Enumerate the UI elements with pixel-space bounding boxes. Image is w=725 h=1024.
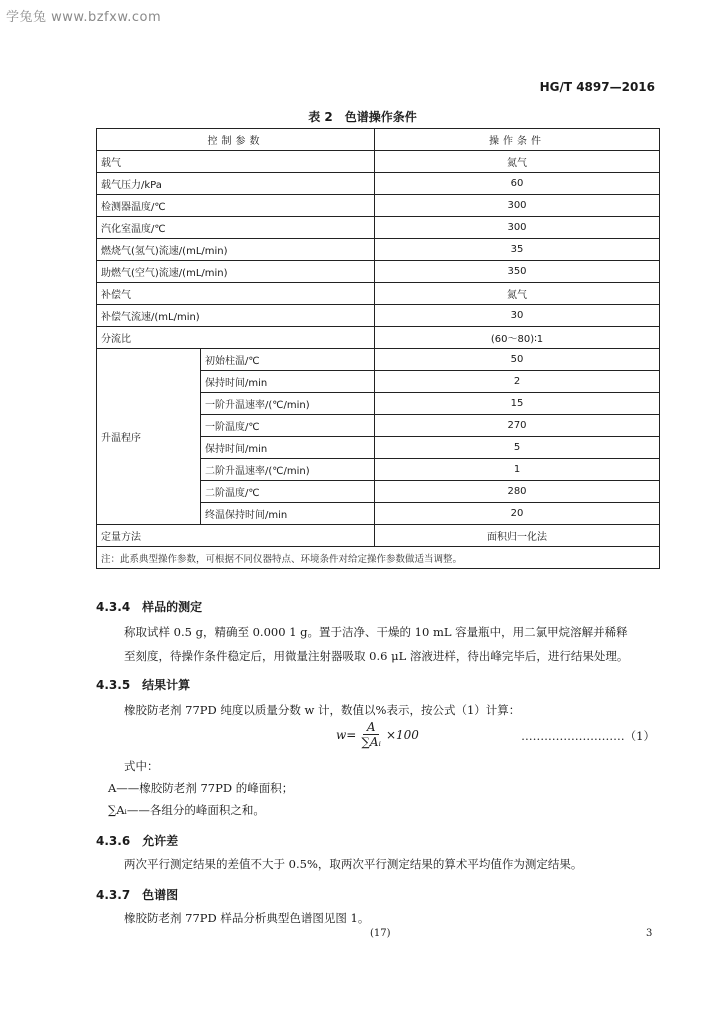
table-row	[97, 305, 660, 327]
formula-lhs: w=	[336, 727, 357, 742]
header-operating-conditions: 操作条件	[375, 129, 660, 151]
table-note-row	[97, 547, 660, 569]
paragraph: 两次平行测定结果的差值不大于 0.5%，取两次平行测定结果的算术平均值作为测定结果。	[124, 857, 583, 871]
param-cell: 二阶升温速率/(℃/min)	[201, 459, 375, 481]
definition: ∑Aᵢ——各组分的峰面积之和。	[108, 803, 265, 817]
section-heading-4-3-4: 4.3.4 样品的测定	[96, 600, 203, 614]
value-cell: 350	[375, 261, 660, 283]
table-row	[97, 217, 660, 239]
quant-method-value: 面积归一化法	[375, 525, 660, 547]
table-title: 表 2 色谱操作条件	[308, 110, 417, 124]
page-number: 3	[646, 928, 653, 939]
value-cell: 270	[375, 415, 660, 437]
value-cell: 50	[375, 349, 660, 371]
equation-number: ………………………（1）	[521, 729, 655, 743]
table-note: 注：此系典型操作参数，可根据不同仪器特点、环境条件对给定操作参数做适当调整。	[97, 547, 660, 569]
header-control-params: 控制参数	[97, 129, 375, 151]
fraction-denominator: ∑Aᵢ	[361, 735, 381, 749]
paragraph: 橡胶防老剂 77PD 样品分析典型色谱图见图 1。	[124, 911, 370, 925]
value-cell: 60	[375, 173, 660, 195]
operating-conditions-table	[96, 128, 660, 569]
param-cell: 保持时间/min	[201, 437, 375, 459]
fraction-numerator: A	[363, 720, 380, 735]
param-cell: 载气	[97, 151, 375, 173]
table-row	[97, 239, 660, 261]
param-cell: 补偿气流速/(mL/min)	[97, 305, 375, 327]
param-cell: 助燃气(空气)流速/(mL/min)	[97, 261, 375, 283]
value-cell: 35	[375, 239, 660, 261]
param-cell: 二阶温度/℃	[201, 481, 375, 503]
param-cell: 补偿气	[97, 283, 375, 305]
value-cell: (60～80)∶1	[375, 327, 660, 349]
table-header-row	[97, 129, 660, 151]
section-heading-4-3-6: 4.3.6 允许差	[96, 834, 179, 848]
watermark: 学兔兔 www.bzfxw.com	[6, 10, 162, 25]
value-cell: 5	[375, 437, 660, 459]
text-line: 称取试样 0.5 g，精确至 0.000 1 g。置于洁净、干燥的 10 mL 容量瓶中，用二氯甲烷溶解并稀释	[124, 625, 628, 639]
section-heading-4-3-5: 4.3.5 结果计算	[96, 678, 191, 692]
section-heading-4-3-7: 4.3.7 色谱图	[96, 888, 179, 902]
text-line: 至刻度，待操作条件稳定后，用微量注射器吸取 0.6 μL 溶液进样，待出峰完毕后，进行结果处理。	[124, 649, 629, 663]
formula-tail: ×100	[385, 727, 419, 742]
value-cell: 300	[375, 195, 660, 217]
standard-code: HG/T 4897—2016	[539, 80, 655, 94]
param-cell: 分流比	[97, 327, 375, 349]
param-cell: 初始柱温/℃	[201, 349, 375, 371]
value-cell: 300	[375, 217, 660, 239]
param-cell: 载气压力/kPa	[97, 173, 375, 195]
table-row	[97, 261, 660, 283]
table-row	[97, 173, 660, 195]
value-cell: 氮气	[375, 283, 660, 305]
param-cell: 燃烧气(氢气)流速/(mL/min)	[97, 239, 375, 261]
where-label: 式中：	[124, 759, 159, 773]
param-cell: 检测器温度/℃	[97, 195, 375, 217]
definition: A——橡胶防老剂 77PD 的峰面积；	[108, 781, 294, 795]
value-cell: 20	[375, 503, 660, 525]
table-row	[97, 195, 660, 217]
footer-sequence: (17)	[370, 928, 391, 939]
value-cell: 30	[375, 305, 660, 327]
table-row	[97, 525, 660, 547]
paragraph	[124, 620, 659, 668]
value-cell: 氮气	[375, 151, 660, 173]
paragraph: 橡胶防老剂 77PD 纯度以质量分数 w 计，数值以%表示，按公式（1）计算：	[124, 703, 521, 717]
param-cell: 终温保持时间/min	[201, 503, 375, 525]
table-row	[97, 283, 660, 305]
param-cell: 汽化室温度/℃	[97, 217, 375, 239]
value-cell: 15	[375, 393, 660, 415]
value-cell: 280	[375, 481, 660, 503]
param-cell: 保持时间/min	[201, 371, 375, 393]
fraction	[359, 720, 383, 749]
value-cell: 2	[375, 371, 660, 393]
param-cell: 一阶升温速率/(℃/min)	[201, 393, 375, 415]
table-row	[97, 327, 660, 349]
value-cell: 1	[375, 459, 660, 481]
quant-method-label: 定量方法	[97, 525, 375, 547]
param-cell: 一阶温度/℃	[201, 415, 375, 437]
program-label-cell: 升温程序	[97, 349, 201, 525]
formula	[336, 720, 419, 749]
table-row	[97, 151, 660, 173]
table-row	[97, 349, 660, 371]
